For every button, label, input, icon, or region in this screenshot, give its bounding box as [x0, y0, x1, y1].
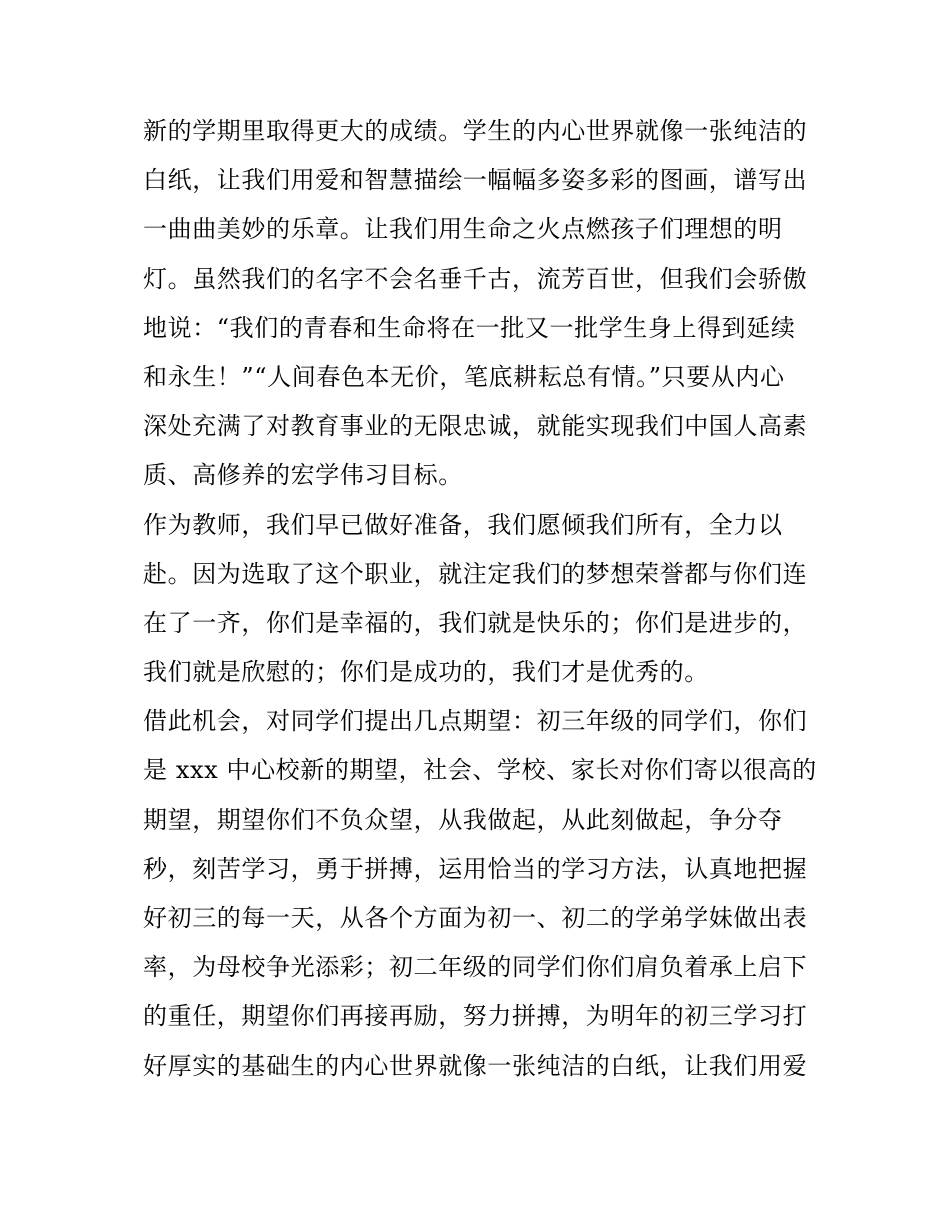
- text-line: 好初三的每一天，从各个方面为初一、初二的学弟学妹做出表: [143, 904, 808, 932]
- text-line: 的重任，期望你们再接再励，努力拼搏，为明年的初三学习打: [143, 1002, 808, 1031]
- text-line: 和永生！”“人间春色本无价，笔底耕耘总有情。”只要从内心: [143, 362, 785, 391]
- text-line: 赴。因为选取了这个职业，就注定我们的梦想荣誉都与你们连: [143, 559, 808, 588]
- text-line: 白纸，让我们用爱和智慧描绘一幅幅多姿多彩的图画，谱写出: [143, 166, 808, 195]
- text-line: 我们就是欣慰的；你们是成功的，我们才是优秀的。: [143, 658, 709, 687]
- text-line: 借此机会，对同学们提出几点期望：初三年级的同学们，你们: [143, 707, 808, 736]
- text-line: 新的学期里取得更大的成绩。学生的内心世界就像一张纯洁的: [143, 117, 808, 145]
- text-line: 深处充满了对教育事业的无限忠诚，就能实现我们中国人高素: [143, 412, 808, 441]
- text-line: 在了一齐，你们是幸福的，我们就是快乐的；你们是进步的，: [143, 608, 808, 637]
- text-line: 灯。虽然我们的名字不会名垂千古，流芳百世，但我们会骄傲: [143, 264, 808, 293]
- text-line: 率，为母校争光添彩；初二年级的同学们你们肩负着承上启下: [143, 953, 808, 982]
- text-line: 秒，刻苦学习，勇于拼搏，运用恰当的学习方法，认真地把握: [143, 854, 808, 883]
- text-line: 期望，期望你们不负众望，从我做起，从此刻做起，争分夺: [143, 805, 783, 834]
- text-line: 质、高修养的宏学伟习目标。: [143, 461, 463, 490]
- document-body: [143, 107, 823, 1091]
- text-line: 一曲曲美妙的乐章。让我们用生命之火点燃孩子们理想的明: [143, 215, 783, 244]
- text-line: 地说：“我们的青春和生命将在一批又一批学生身上得到延续: [143, 313, 796, 342]
- text-line: 作为教师，我们早已做好准备，我们愿倾我们所有，全力以: [143, 510, 783, 539]
- text-line: 是 xxx 中心校新的期望，社会、学校、家长对你们寄以很高的: [143, 756, 817, 785]
- text-line: 好厚实的基础生的内心世界就像一张纯洁的白纸，让我们用爱: [143, 1051, 808, 1080]
